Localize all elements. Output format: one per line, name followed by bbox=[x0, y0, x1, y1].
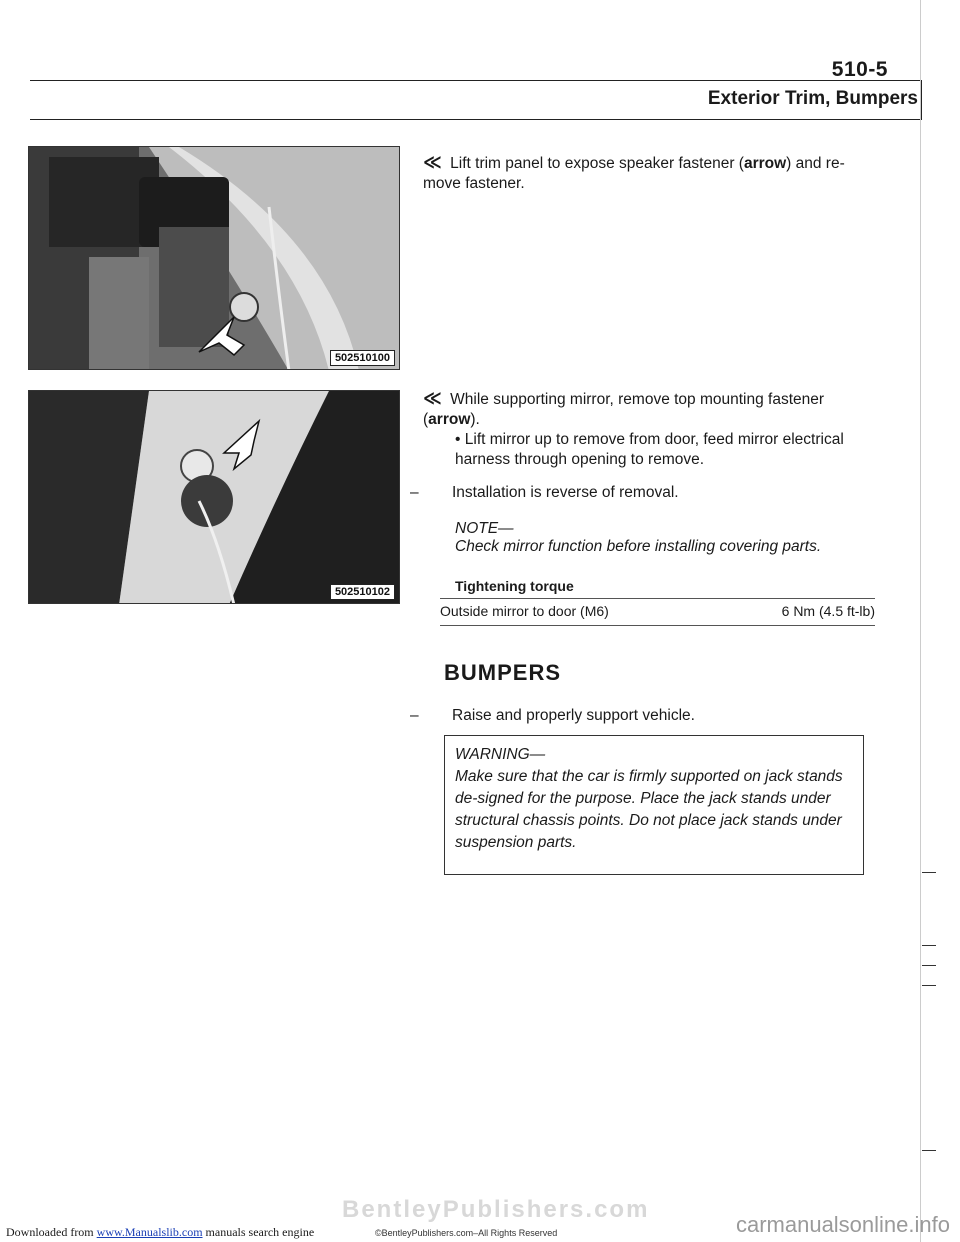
footer-text: manuals search engine bbox=[205, 1225, 315, 1239]
figure-mirror-fastener bbox=[28, 390, 400, 604]
figure-speaker-fastener-image bbox=[29, 147, 400, 370]
step-text: While supporting mirror, remove top mounting fastener ( bbox=[423, 391, 825, 428]
step-text: Lift trim panel to expose speaker fastener ( bbox=[450, 155, 744, 172]
step-support-mirror bbox=[423, 388, 873, 430]
figure-mirror-fastener-image bbox=[29, 391, 400, 604]
dash-icon: – bbox=[410, 707, 419, 724]
figure-id: 502510100 bbox=[330, 350, 395, 366]
pointer-left-icon: ≪ bbox=[423, 388, 442, 408]
warning-text: Make sure that the car is firmly supported on jack stands de-signed for the purpose. Place the jack stands under structural chassis points. Do not place jack stands under suspension parts. bbox=[455, 768, 843, 851]
bullet-lift-mirror bbox=[455, 430, 875, 470]
step-text: ). bbox=[470, 411, 480, 428]
watermark-carmanuals: carmanualsonline.info bbox=[735, 1212, 950, 1237]
step-installation bbox=[410, 483, 870, 503]
page-number: 510-5 bbox=[831, 58, 888, 81]
manualslib-link[interactable]: www.Manualslib.com bbox=[96, 1225, 203, 1239]
step-text: Installation is reverse of removal. bbox=[452, 484, 679, 501]
pointer-left-icon: ≪ bbox=[423, 152, 442, 172]
step-raise-vehicle bbox=[410, 706, 870, 726]
figure-id: 502510102 bbox=[330, 584, 395, 600]
arrow-label: arrow bbox=[428, 411, 471, 428]
note-text: Check mirror function before installing covering parts. bbox=[455, 538, 822, 555]
torque-value: 6 Nm (4.5 ft-lb) bbox=[781, 603, 875, 619]
margin-tick bbox=[922, 872, 936, 873]
figure-speaker-fastener bbox=[28, 146, 400, 370]
margin-tick bbox=[922, 965, 936, 966]
footer-source bbox=[6, 1225, 314, 1240]
section-heading-bumpers: BUMPERS bbox=[444, 660, 562, 685]
note-label: NOTE— bbox=[455, 520, 514, 537]
bullet-icon: • bbox=[455, 431, 461, 448]
margin-tick bbox=[922, 1150, 936, 1151]
margin-line bbox=[920, 0, 921, 1242]
torque-row bbox=[440, 603, 875, 619]
divider bbox=[440, 625, 875, 626]
section-title: Exterior Trim, Bumpers bbox=[707, 88, 918, 109]
torque-item: Outside mirror to door (M6) bbox=[440, 603, 609, 619]
step-lift-trim-panel bbox=[423, 152, 873, 194]
warning-label: WARNING— bbox=[455, 746, 546, 763]
warning-box bbox=[444, 735, 864, 875]
dash-icon: – bbox=[410, 484, 419, 501]
margin-tick bbox=[922, 985, 936, 986]
footer-copyright: ©BentleyPublishers.com–All Rights Reserved bbox=[375, 1228, 558, 1238]
margin-tick bbox=[922, 945, 936, 946]
footer-text: Downloaded from bbox=[6, 1225, 94, 1239]
step-text: Raise and properly support vehicle. bbox=[452, 707, 695, 724]
arrow-label: arrow bbox=[743, 155, 787, 172]
watermark-bentley: BentleyPublishers.com bbox=[342, 1196, 650, 1223]
divider bbox=[440, 598, 875, 599]
step-text: ) and re-move fastener. bbox=[423, 155, 845, 192]
torque-label: Tightening torque bbox=[455, 578, 574, 594]
bullet-text: Lift mirror up to remove from door, feed mirror electrical harness through opening to remove. bbox=[455, 431, 844, 468]
